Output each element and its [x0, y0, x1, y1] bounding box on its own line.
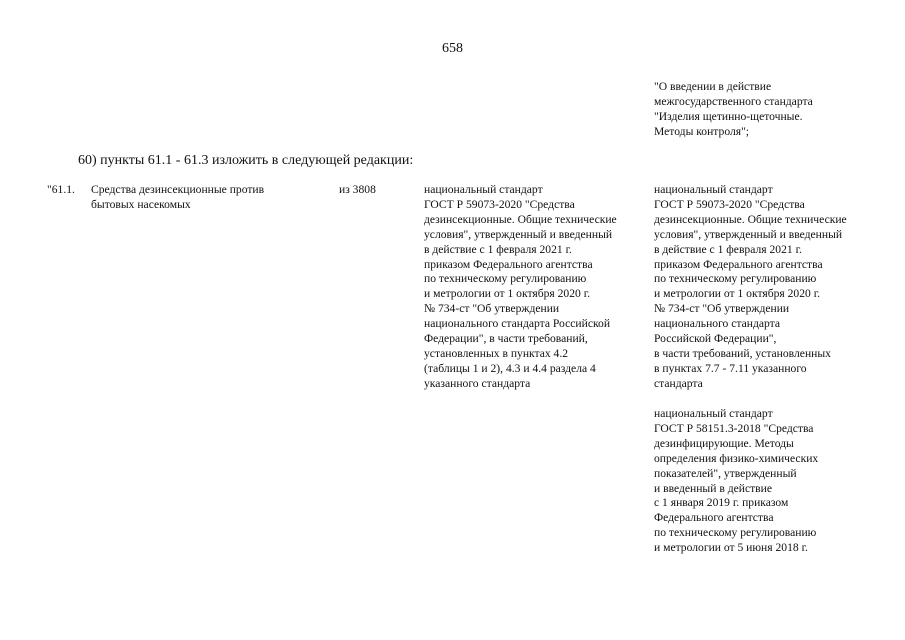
col-b-line: ГОСТ Р 59073-2020 "Средства — [654, 197, 805, 211]
amendment-instruction: 60) пункты 61.1 - 61.3 изложить в следующей редакции: — [78, 153, 414, 168]
col-b-line: дезинсекционные. Общие технические — [654, 212, 847, 226]
col-b-line: и метрологии от 1 октября 2020 г. — [654, 287, 821, 301]
col-b-second-line: Федерального агентства — [654, 511, 774, 525]
requirements-standard-column — [424, 183, 617, 392]
col-b-line: в пунктах 7.7 - 7.11 указанного — [654, 361, 807, 375]
col-a-line: указанного стандарта — [424, 376, 531, 390]
col-a-line: по техническому регулированию — [424, 272, 587, 286]
col-a-line: национальный стандарт — [424, 183, 543, 196]
col-a-line: установленных в пунктах 4.2 — [424, 346, 569, 360]
col-b-line: в части требований, установленных — [654, 346, 831, 360]
col-b-second-line: ГОСТ Р 58151.3-2018 "Средства — [654, 421, 814, 435]
col-b-line: Российской Федерации", — [654, 332, 777, 346]
col-b-second-line: и введенный в действие — [654, 481, 772, 495]
col-b-second-line: определения физико-химических — [654, 451, 819, 465]
methods-standard-second-entry — [654, 407, 818, 556]
code-text: из 3808 — [339, 183, 376, 196]
col-a-line: национального стандарта Российской — [424, 317, 611, 331]
product-line: Средства дезинсекционные против — [91, 183, 265, 196]
col-b-line: национального стандарта — [654, 317, 780, 331]
col-b-line: № 734-ст "Об утверждении — [654, 302, 790, 316]
col-b-second-line: национальный стандарт — [654, 407, 773, 420]
col-b-line: по техническому регулированию — [654, 272, 817, 286]
top-note-line: "О введении в действие — [654, 80, 772, 93]
col-a-line: условия", утвержденный и введенный — [424, 227, 613, 241]
product-name — [91, 183, 264, 213]
col-a-line: № 734-ст "Об утверждении — [424, 302, 560, 316]
col-a-line: и метрологии от 1 октября 2020 г. — [424, 287, 591, 301]
col-a-line: (таблицы 1 и 2), 4.3 и 4.4 раздела 4 — [424, 361, 596, 375]
col-b-second-line: дезинфицирующие. Методы — [654, 436, 794, 450]
top-note-line: "Изделия щетинно-щеточные. — [654, 109, 803, 123]
top-note-line: межгосударственного стандарта — [654, 94, 813, 108]
col-a-line: Федерации", в части требований, — [424, 332, 588, 346]
col-b-second-line: по техническому регулированию — [654, 526, 817, 540]
col-b-line: условия", утвержденный и введенный — [654, 227, 843, 241]
row-number — [47, 183, 75, 198]
tn-ved-code — [339, 183, 376, 198]
col-b-line: приказом Федерального агентства — [654, 257, 823, 271]
col-b-second-line: и метрологии от 5 июня 2018 г. — [654, 541, 808, 555]
row-number-text: "61.1. — [47, 183, 75, 196]
col-a-line: в действие с 1 февраля 2021 г. — [424, 242, 572, 256]
product-line: бытовых насекомых — [91, 197, 191, 211]
top-note — [654, 80, 813, 140]
col-a-line: дезинсекционные. Общие технические — [424, 212, 617, 226]
col-b-second-line: показателей", утвержденный — [654, 466, 797, 480]
top-note-line: Методы контроля"; — [654, 124, 750, 138]
col-b-line: национальный стандарт — [654, 183, 773, 196]
col-b-line: в действие с 1 февраля 2021 г. — [654, 242, 802, 256]
col-b-second-line: с 1 января 2019 г. приказом — [654, 496, 789, 510]
page-number: 658 — [442, 41, 463, 56]
col-a-line: ГОСТ Р 59073-2020 "Средства — [424, 197, 575, 211]
col-b-line: стандарта — [654, 376, 703, 390]
methods-standard-column — [654, 183, 847, 392]
col-a-line: приказом Федерального агентства — [424, 257, 593, 271]
